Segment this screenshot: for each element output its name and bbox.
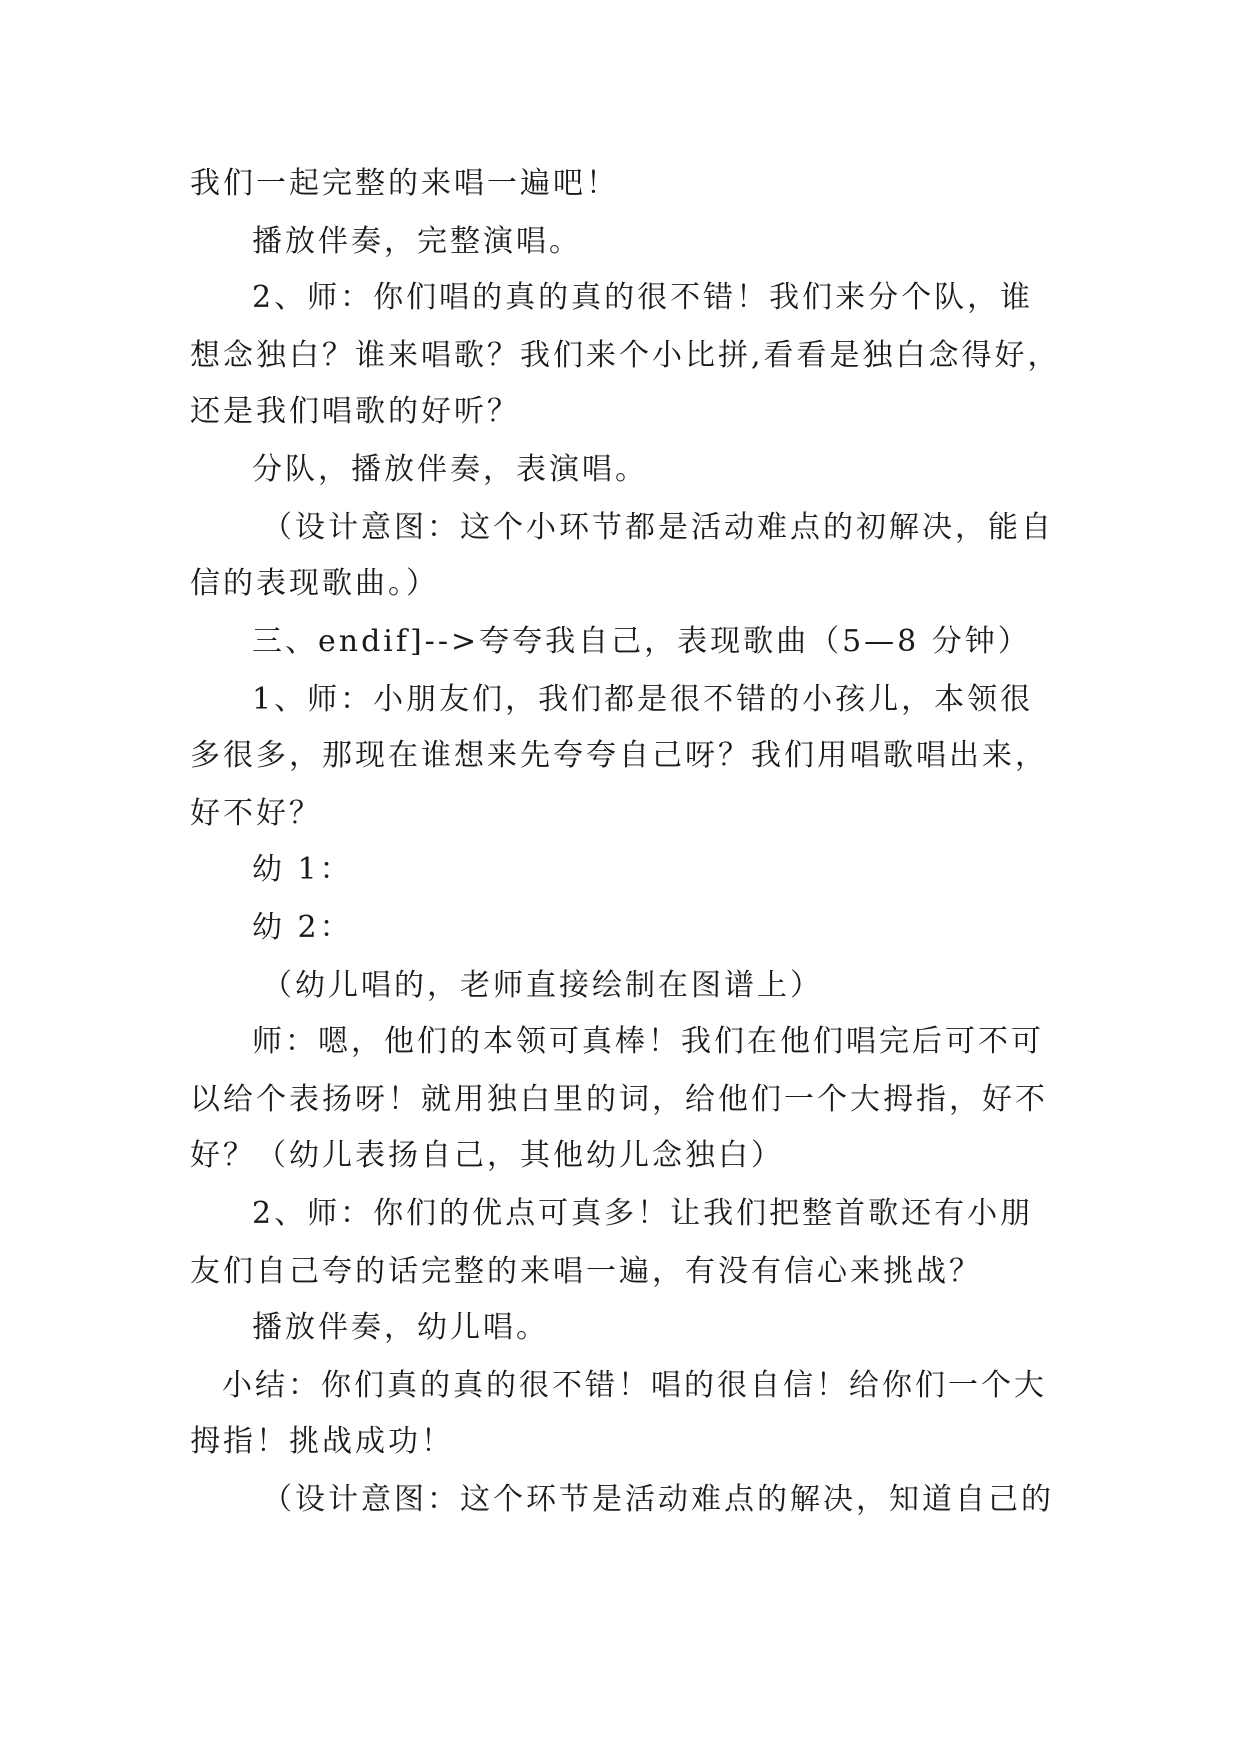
text-line: 想念独白？谁来唱歌？我们来个小比拼,看看是独白念得好， xyxy=(190,338,1061,373)
text-line: 播放伴奏，完整演唱。 xyxy=(252,224,582,259)
text-line: 小结：你们真的真的很不错！唱的很自信！给你们一个大 xyxy=(222,1368,1047,1403)
text-line: 我们一起完整的来唱一遍吧！ xyxy=(190,166,619,201)
text-line: （幼儿唱的，老师直接绘制在图谱上） xyxy=(262,968,823,1003)
text-line: 播放伴奏，幼儿唱。 xyxy=(252,1310,549,1345)
text-line: （设计意图：这个小环节都是活动难点的初解决，能自 xyxy=(262,510,1054,545)
text-line: 1、师：小朋友们，我们都是很不错的小孩儿，本领很 xyxy=(252,682,1034,717)
text-line: 以给个表扬呀！就用独白里的词，给他们一个大拇指，好不 xyxy=(190,1082,1048,1117)
text-line: 2、师：你们唱的真的真的很不错！我们来分个队，谁 xyxy=(252,280,1034,315)
text-line: 师：嗯，他们的本领可真棒！我们在他们唱完后可不可 xyxy=(252,1024,1044,1059)
text-line: 幼 1： xyxy=(252,852,353,887)
text-line: 三、endif]-->夸夸我自己，表现歌曲（5—8 分钟） xyxy=(252,624,1031,659)
text-line: 信的表现歌曲。） xyxy=(190,566,439,601)
text-line: 还是我们唱歌的好听？ xyxy=(190,394,520,429)
text-line: 好？（幼儿表扬自己，其他幼儿念独白） xyxy=(190,1138,784,1173)
text-line: 好不好？ xyxy=(190,796,322,831)
text-line: 分队，播放伴奏，表演唱。 xyxy=(252,452,648,487)
text-line: 拇指！挑战成功！ xyxy=(190,1424,454,1459)
text-line: （设计意图：这个环节是活动难点的解决，知道自己的 xyxy=(262,1482,1054,1517)
text-line: 多很多，那现在谁想来先夸夸自己呀？我们用唱歌唱出来， xyxy=(190,738,1048,773)
text-line: 幼 2： xyxy=(252,910,353,945)
text-line: 友们自己夸的话完整的来唱一遍，有没有信心来挑战？ xyxy=(190,1254,982,1289)
text-line: 2、师：你们的优点可真多！让我们把整首歌还有小朋 xyxy=(252,1196,1034,1231)
